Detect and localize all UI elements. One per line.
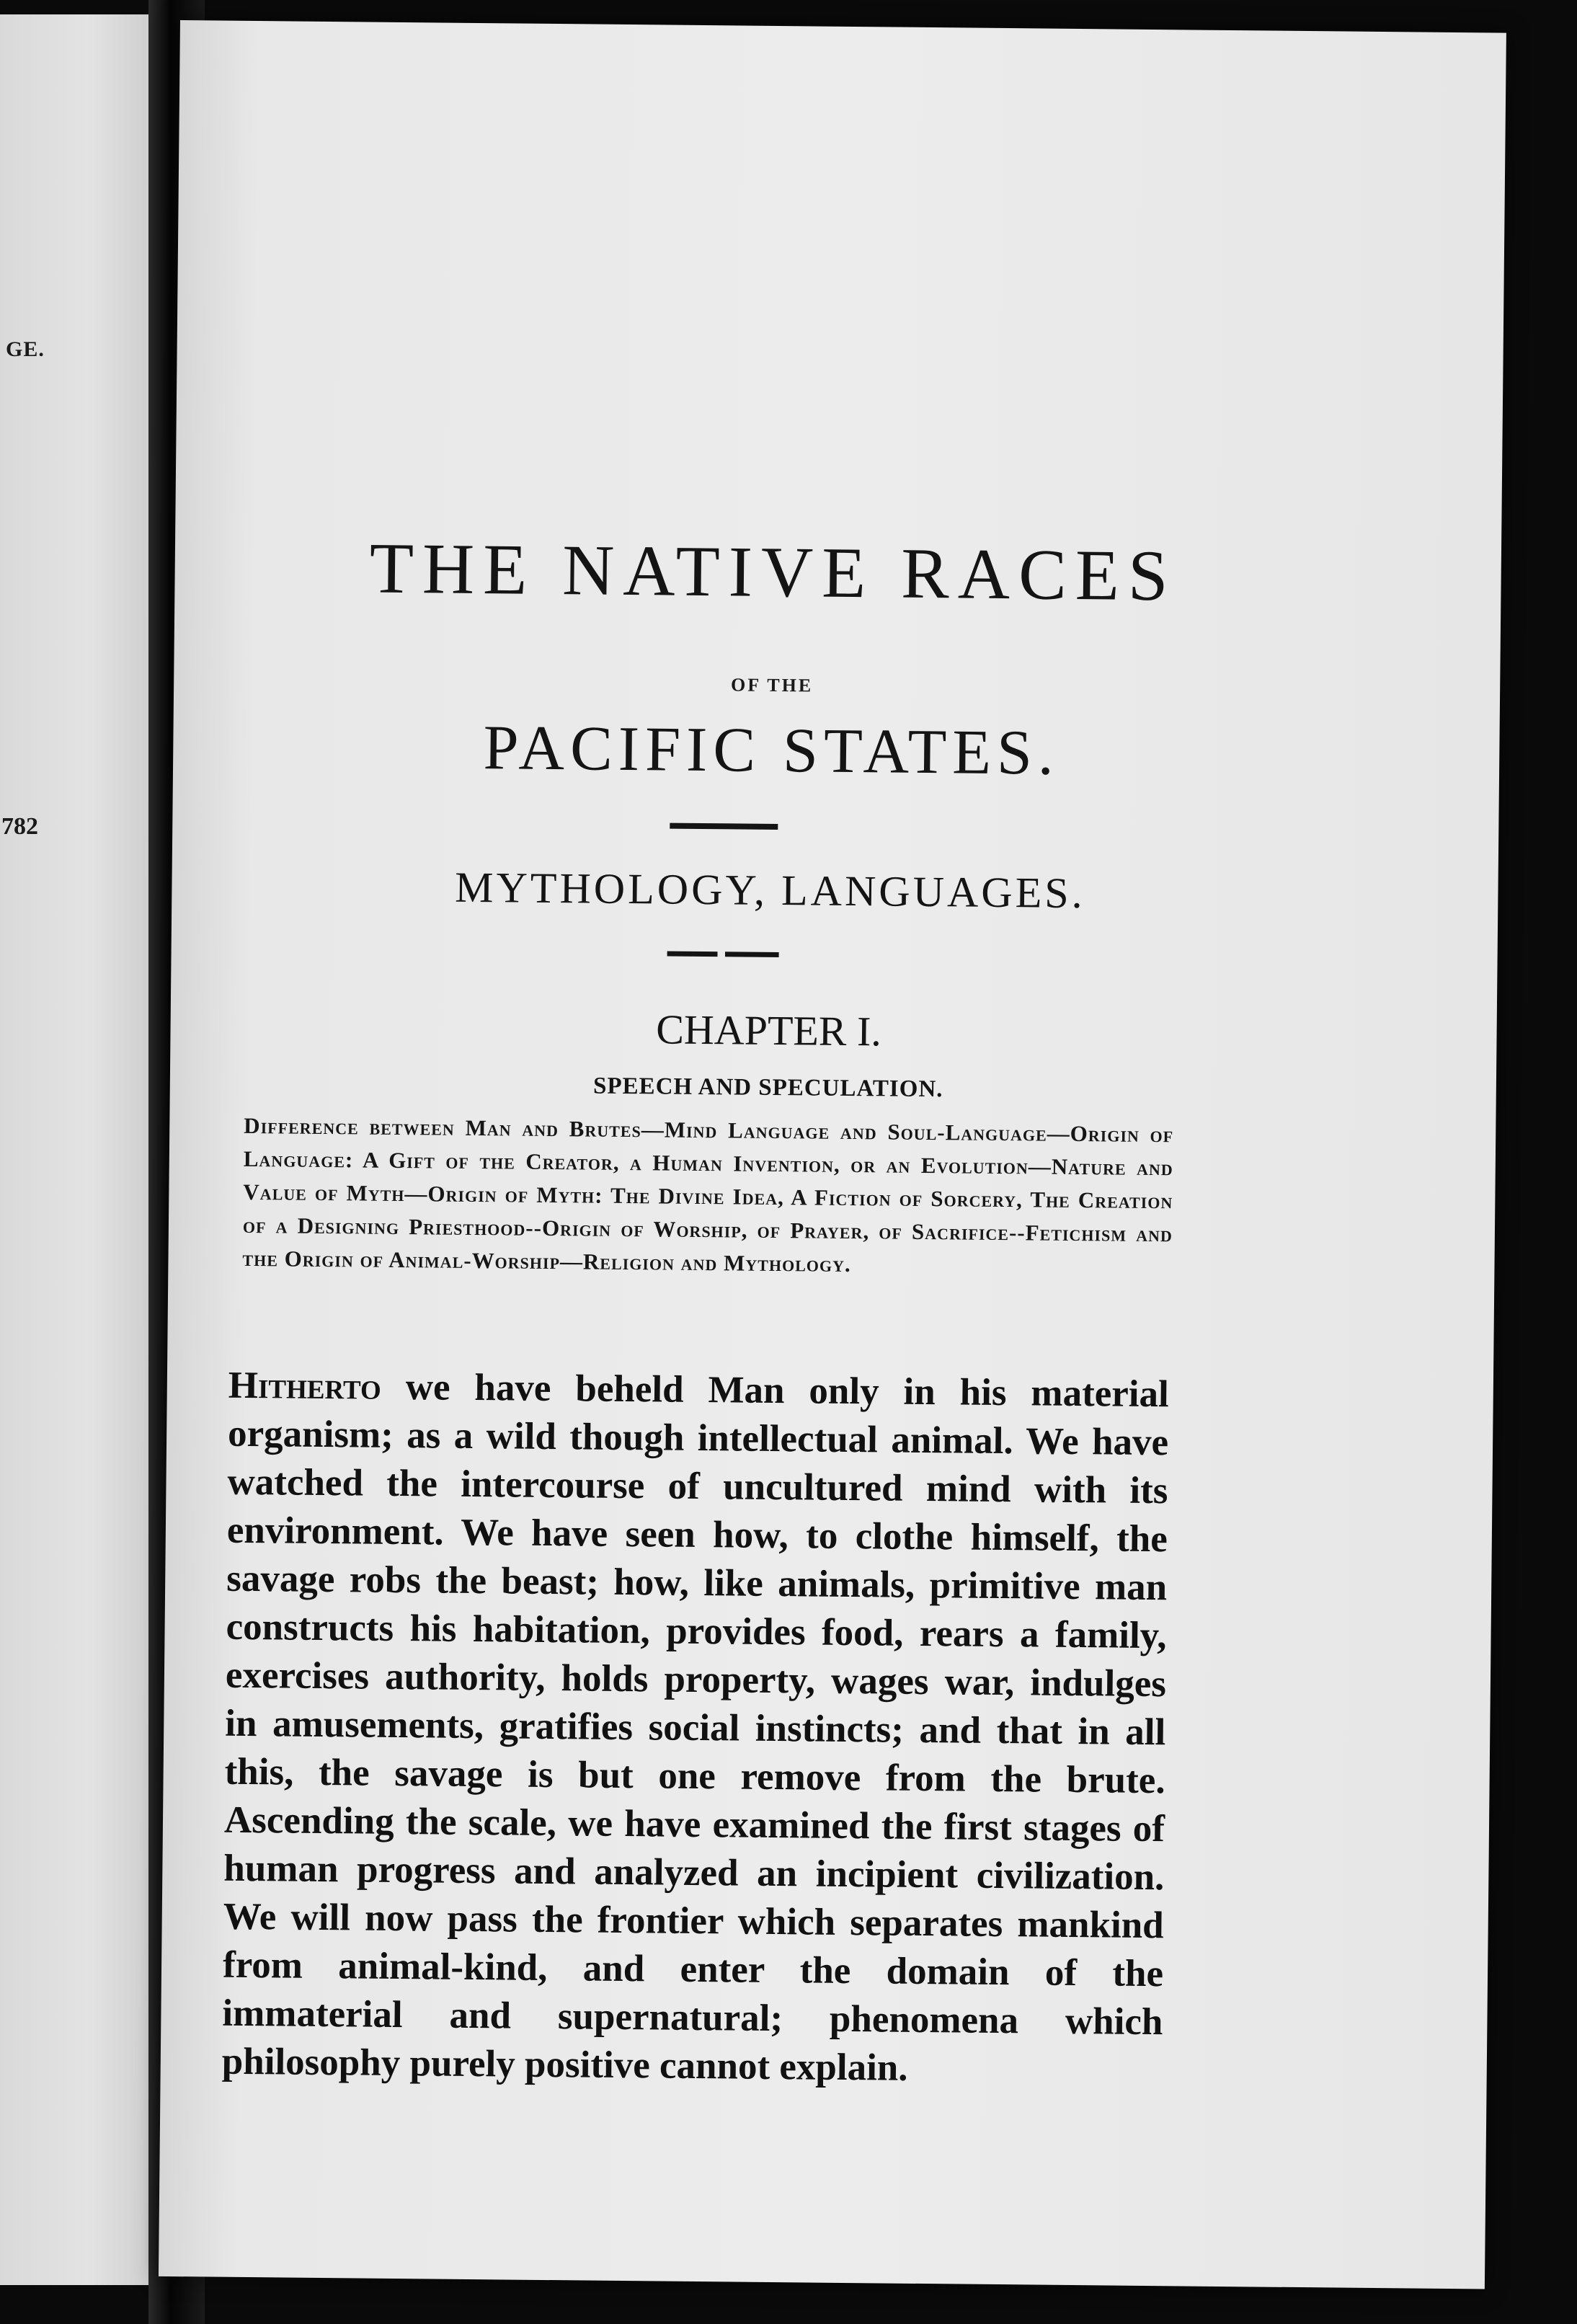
body-paragraph bbox=[221, 1362, 1169, 2095]
chapter-heading: CHAPTER I. bbox=[655, 1006, 882, 1055]
book-title-line-2: PACIFIC STATES. bbox=[483, 713, 1060, 789]
body-lead-word: Hitherto bbox=[228, 1364, 382, 1408]
book-title-connector: OF THE bbox=[730, 674, 814, 696]
book-title-line-1: THE NATIVE RACES bbox=[369, 528, 1178, 616]
volume-subtitle: MYTHOLOGY, LANGUAGES. bbox=[454, 863, 1086, 918]
title-rule bbox=[670, 823, 778, 830]
page-content bbox=[180, 20, 1506, 2089]
subtitle-rule bbox=[667, 952, 779, 957]
chapter-synopsis: Difference between Man and Brutes—Mind Language and Soul-Language—Origin of Language: A Gift of the Creator, a Human Invention, or an Evolution—Nature and Value of Myth—Origin of Myth: The Divine Idea, A Fiction of Sorcery, The Creation of a Designing Priesthood--Origin of Worship, of Prayer, of Sacrifice--Fetichism and the Origin of Animal-Worship—Religion and Mythology. bbox=[242, 1112, 1174, 1277]
body-paragraph-text: we have beheld Man only in his material organism; as a wild though intellectual animal. We have watched the intercourse of uncultured mind with its environment. We have seen how, to clothe himself, the savage robs the beast; how, like animals, primitive man constructs his habitation, provides food, rears a family, exercises authority, holds property, wages war, indulges in amusements, gratifies social instincts; and that in all this, the savage is but one remove from the brute. Ascending the scale, we have examined the first stages of human progress and analyzed an incipient civilization. We will now pass the frontier which separates mankind from animal-kind, and enter the domain of the immaterial and supernatural; phenomena which philosophy purely positive cannot explain. bbox=[221, 1365, 1170, 2089]
left-facing-page bbox=[0, 14, 148, 2285]
left-page-fragment-top: GE. bbox=[6, 337, 45, 361]
left-page-fragment-number: 782 bbox=[1, 813, 38, 840]
chapter-subtitle: SPEECH AND SPECULATION. bbox=[592, 1073, 943, 1103]
main-page bbox=[159, 20, 1506, 2289]
